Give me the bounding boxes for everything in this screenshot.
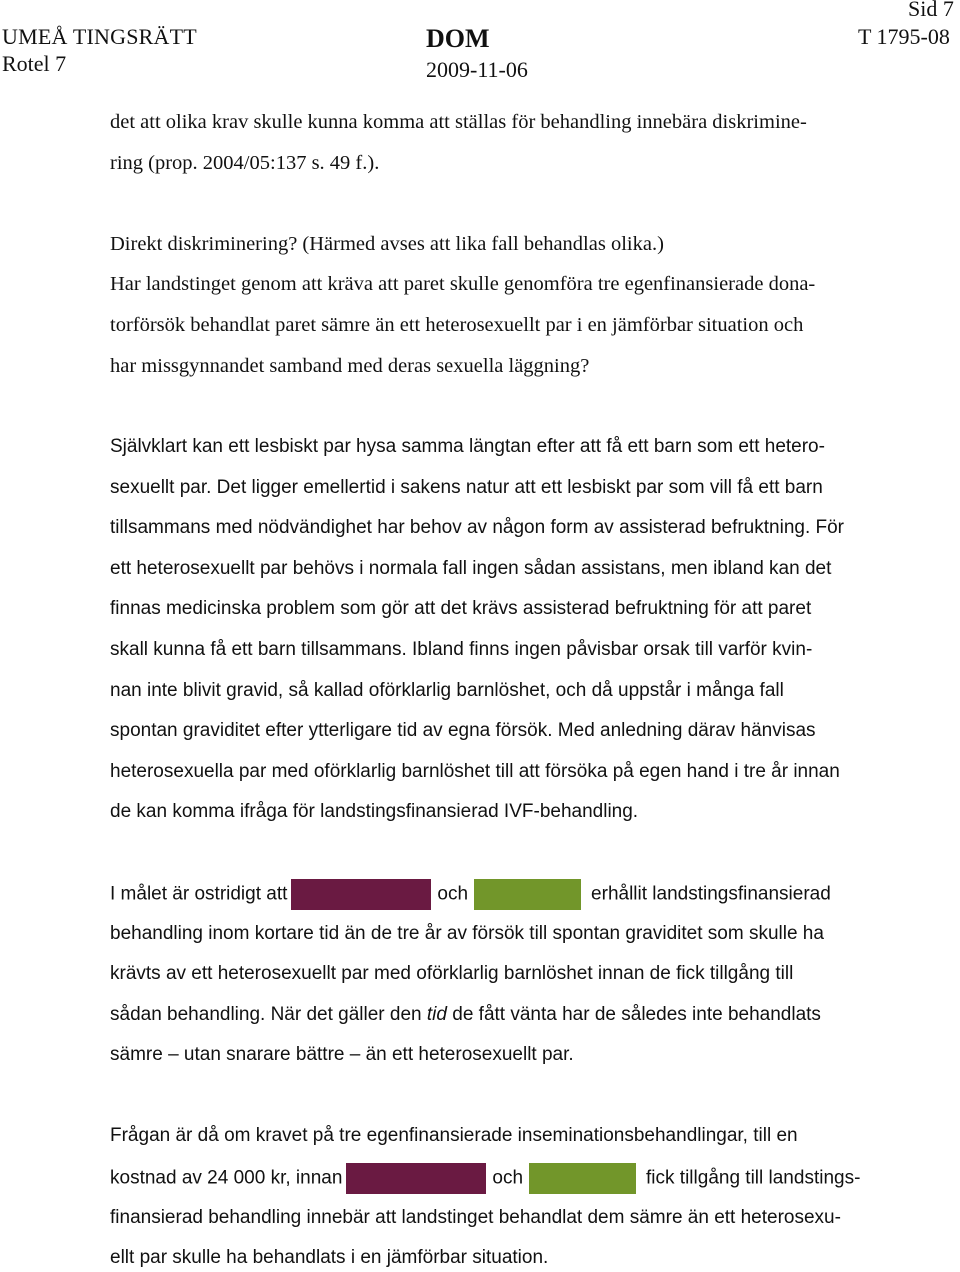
body-line-with-redactions	[110, 1163, 860, 1194]
line-fragment: fick tillgång till landstings-	[646, 1167, 861, 1189]
body-line: behandling inom kortare tid än de tre år av försök till spontan graviditet som skulle ha	[110, 923, 824, 944]
case-number: T 1795-08	[858, 24, 950, 49]
redacted-name-one	[346, 1163, 486, 1194]
page-number: Sid 7	[908, 0, 954, 21]
body-line: skall kunna få ett barn tillsammans. Ibland finns ingen påvisbar orsak till varför kvin-	[110, 639, 813, 660]
body-line: ring (prop. 2004/05:137 s. 49 f.).	[110, 152, 380, 174]
body-line: finnas medicinska problem som gör att det krävs assisterad befruktning för att paret	[110, 598, 812, 619]
line-fragment: sådan behandling. När det gäller den	[110, 1004, 422, 1025]
body-line: de kan komma ifråga för landstingsfinansierad IVF-behandling.	[110, 801, 639, 822]
body-line: ett heterosexuellt par behövs i normala fall ingen sådan assistans, men ibland kan det	[110, 558, 832, 579]
redacted-name-two	[529, 1163, 636, 1194]
body-line: torförsök behandlat paret sämre än ett heterosexuellt par i en jämförbar situation och	[110, 314, 804, 336]
body-line: tillsammans med nödvändighet har behov av någon form av assisterad befruktning. För	[110, 517, 845, 538]
body-line: sämre – utan snarare bättre – än ett heterosexuellt par.	[110, 1044, 574, 1065]
body-line: Direkt diskriminering? (Härmed avses att lika fall behandlas olika.)	[110, 233, 664, 255]
line-fragment: de fått vänta har de således inte behandlats	[452, 1004, 821, 1025]
line-fragment: I målet är ostridigt att	[110, 883, 288, 905]
body-line	[110, 1001, 821, 1029]
document-date: 2009-11-06	[426, 57, 528, 82]
body-line: heterosexuella par med oförklarlig barnlöshet till att försöka på egen hand i tre år innan	[110, 761, 840, 782]
redacted-name-two	[474, 879, 581, 910]
emphasis-text: tid	[426, 1004, 447, 1025]
body-line: har missgynnandet samband med deras sexuella läggning?	[110, 355, 590, 377]
line-fragment: erhållit landstingsfinansierad	[591, 883, 831, 905]
body-line-with-redactions	[110, 879, 831, 910]
body-line: spontan graviditet efter ytterligare tid av egna försök. Med anledning därav hänvisas	[110, 720, 816, 741]
body-line: Självklart kan ett lesbiskt par hysa samma längtan efter att få ett barn som ett hetero-	[110, 436, 825, 457]
redacted-name-one	[291, 879, 431, 910]
body-line: finansierad behandling innebär att landstinget behandlat dem sämre än ett heterosexu-	[110, 1207, 841, 1228]
court-name: UMEÅ TINGSRÄTT	[2, 24, 197, 49]
body-line: Frågan är då om kravet på tre egenfinansierade inseminationsbehandlingar, till en	[110, 1125, 798, 1146]
line-fragment: kostnad av 24 000 kr, innan	[110, 1167, 343, 1189]
body-line: ellt par skulle ha behandlats i en jämförbar situation.	[110, 1247, 549, 1268]
body-line: krävts av ett heterosexuellt par med oförklarlig barnlöshet innan de fick tillgång till	[110, 963, 794, 984]
document-type: DOM	[426, 24, 490, 53]
line-fragment: och	[492, 1167, 524, 1189]
division: Rotel 7	[2, 51, 67, 76]
line-fragment: och	[437, 883, 469, 905]
body-line: nan inte blivit gravid, så kallad oförklarlig barnlöshet, och då uppstår i många fall	[110, 680, 784, 701]
body-line: det att olika krav skulle kunna komma att ställas för behandling innebära diskrimine-	[110, 111, 807, 133]
body-line: Har landstinget genom att kräva att paret skulle genomföra tre egenfinansierade dona-	[110, 273, 816, 295]
body-line: sexuellt par. Det ligger emellertid i sakens natur att ett lesbiskt par som vill få ett barn	[110, 477, 823, 498]
